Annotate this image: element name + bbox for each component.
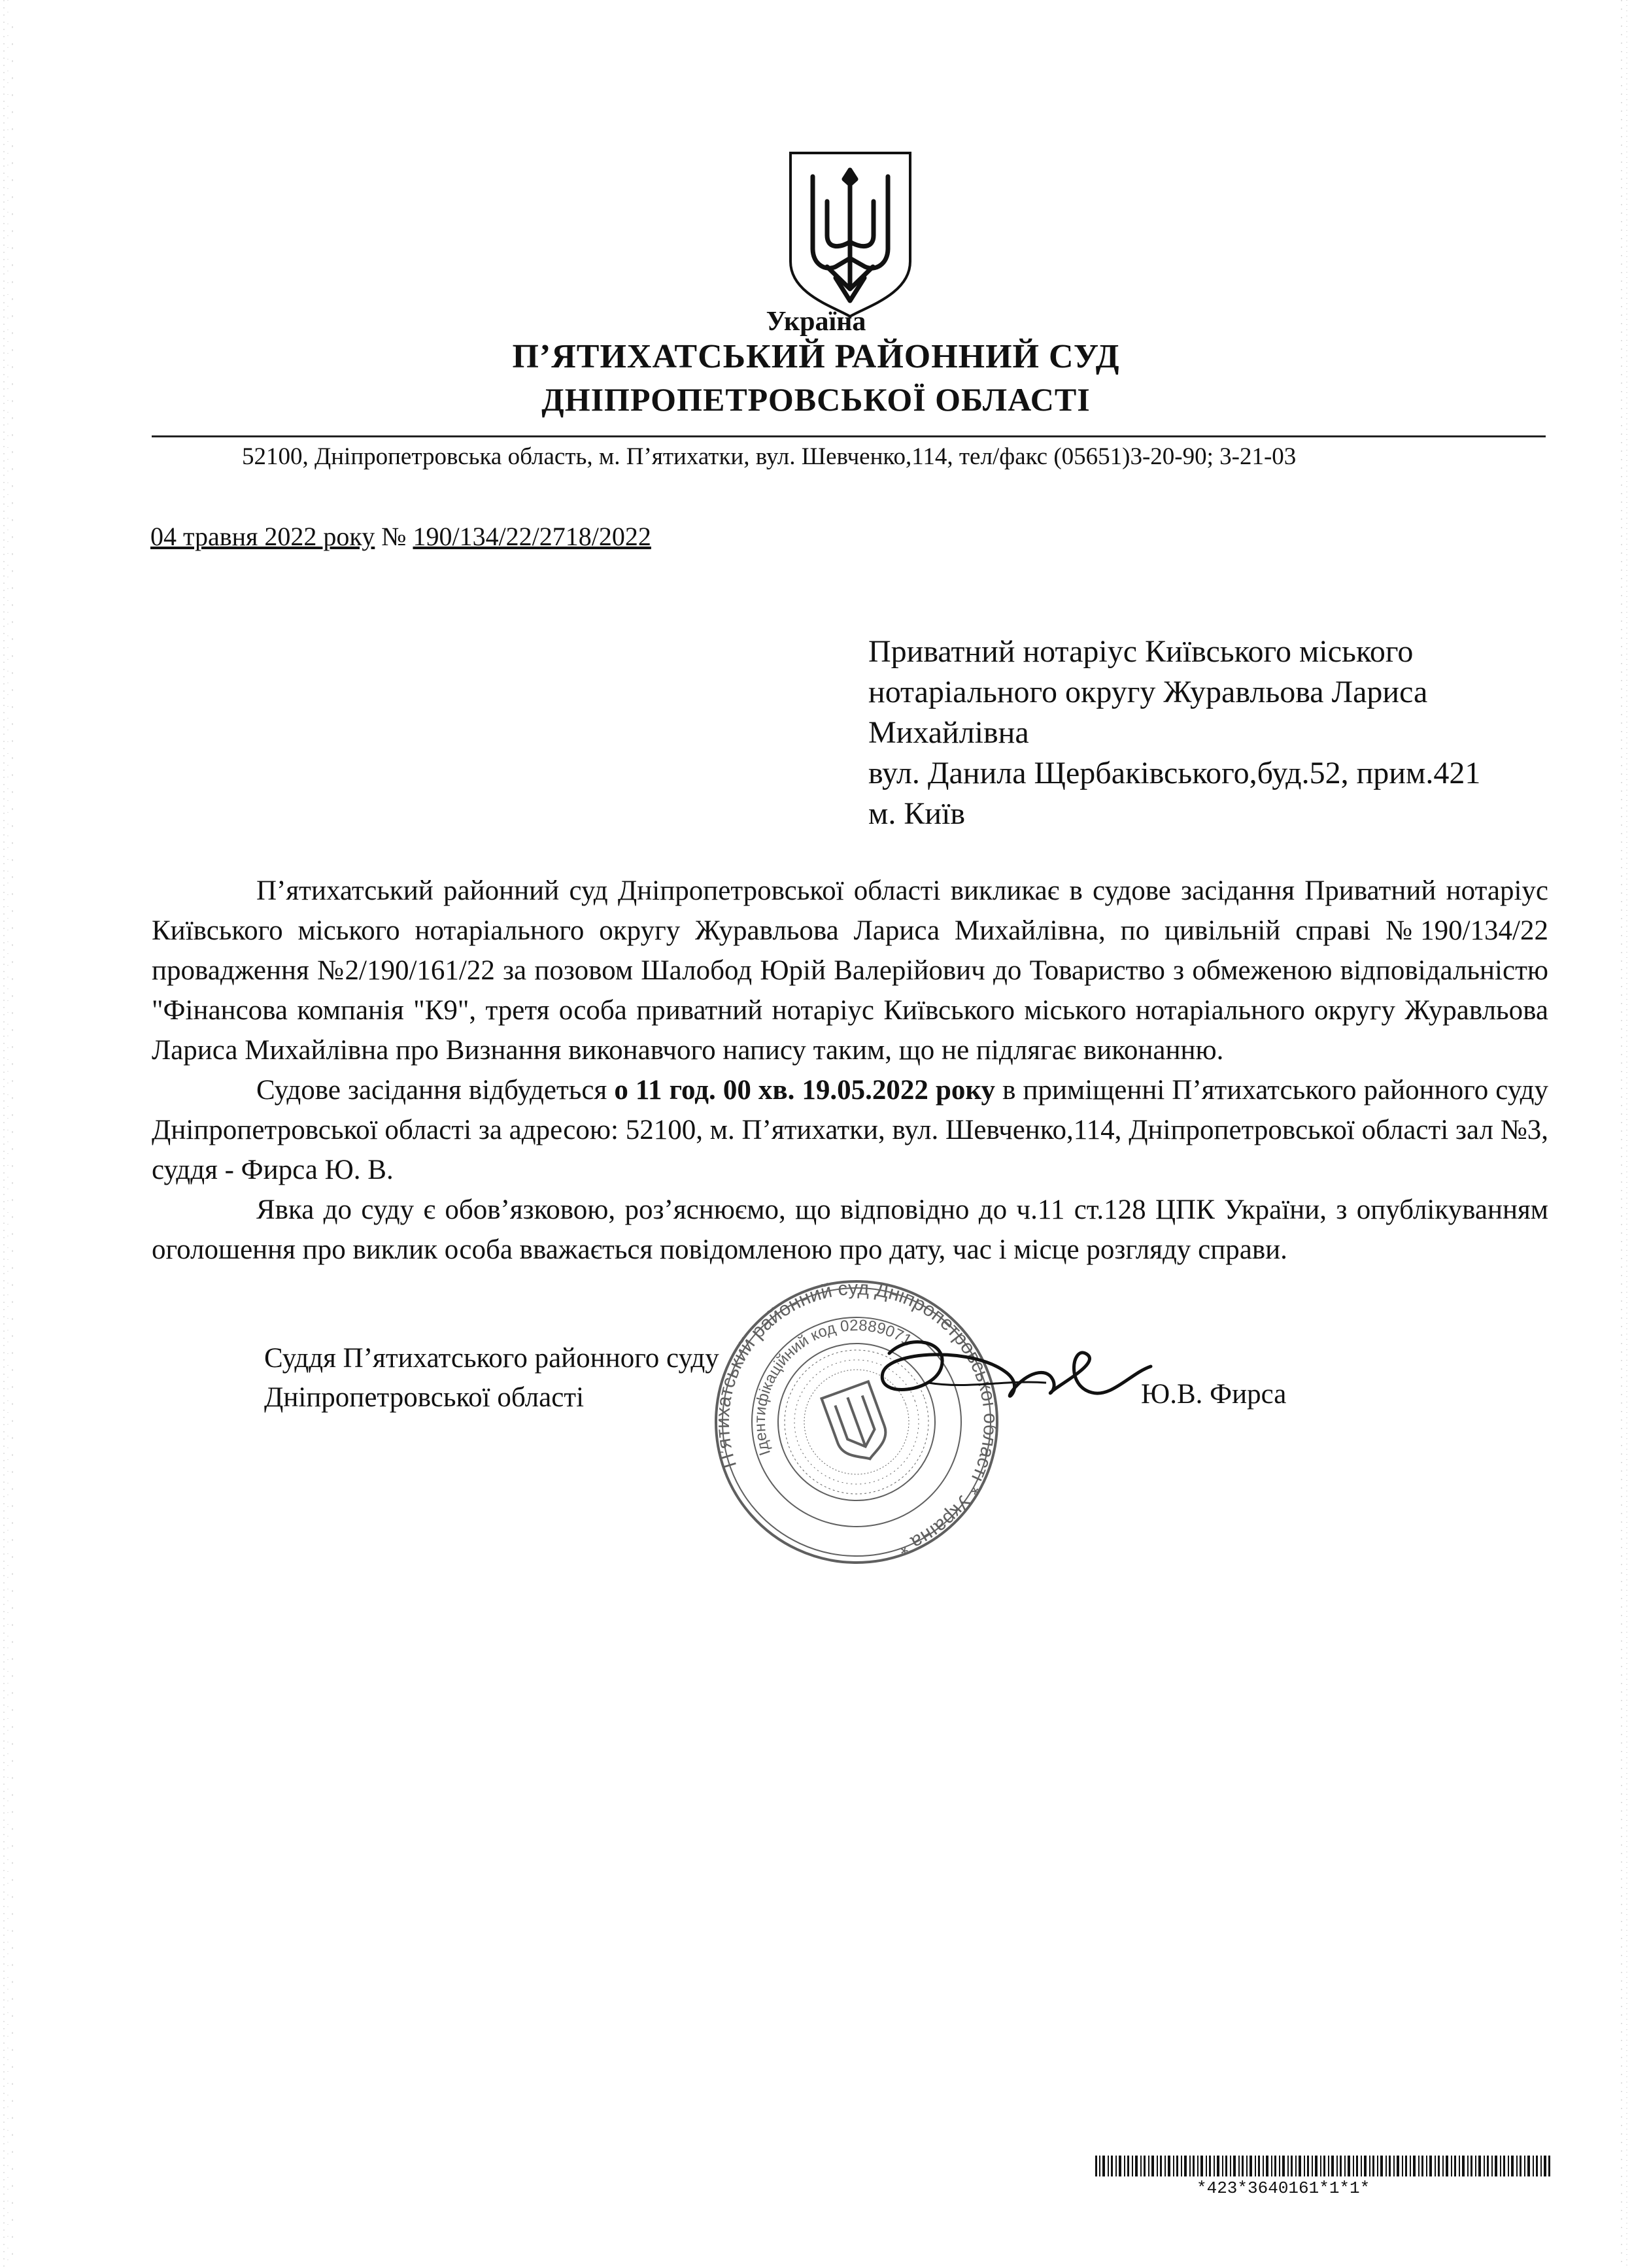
- number-sign: №: [381, 522, 407, 551]
- hearing-text-start: Судове засідання відбудеться: [256, 1075, 615, 1106]
- hearing-datetime: о 11 год. 00 хв. 19.05.2022 року: [614, 1075, 996, 1106]
- document-barcode: [1095, 2156, 1551, 2176]
- hearing-text-end: в приміщенні П’ятихатського районного суду Дніпропетровської області за адресою: 52100, м. П’ятихатки, вул. Шевченко,114, Дніпропетровської області зал №3, суддя - Фирса Ю. В.: [152, 1075, 1548, 1185]
- signatory-title-line: Суддя П’ятихатського районного суду: [264, 1343, 719, 1374]
- tryzub-coat-of-arms-icon: [787, 150, 914, 319]
- stamp-inner-text: Ідентифікаційний код 02889071: [751, 1316, 915, 1458]
- stamp-outer-text: П’ятихатський районний суд Дніпропетровської області * Україна *: [711, 1277, 1002, 1559]
- country-heading: Україна: [766, 307, 866, 337]
- letter-number: 190/134/22/2718/2022: [413, 522, 651, 551]
- summons-paragraph: П’ятихатський районний суд Дніпропетровської області викликає в судове засідання Приватний нотаріус Київського міського нотаріального округу Журавльова Лариса Михайлівна, по цивільній справі №190/134/22 провадження №2/190/161/22 за позовом Шалобод Юрій Валерійович до Товариство з обмеженою відповідальністю "Фінансова компанія "К9", третя особа приватний нотаріус Київського міського нотаріального округу Журавльова Лариса Михайлівна про Визнання виконавчого напису таким, що не підлягає виконанню.: [152, 875, 1548, 1066]
- letter-date: 04 травня 2022 року: [150, 522, 375, 551]
- recipient-line: Михайлівна: [868, 715, 1029, 750]
- signatory-title-line: Дніпропетровської області: [264, 1382, 585, 1413]
- hearing-paragraph: [152, 1070, 1548, 1190]
- recipient-block: [868, 632, 1555, 834]
- recipient-line: вул. Данила Щербаківського,буд.52, прим.421: [868, 756, 1481, 790]
- court-name-heading: П’ЯТИХАТСЬКИЙ РАЙОННИЙ СУД: [512, 338, 1120, 375]
- handwritten-signature: [850, 1327, 1157, 1451]
- letter-body: [152, 871, 1548, 1270]
- court-region-heading: ДНІПРОПЕТРОВСЬКОЇ ОБЛАСТІ: [541, 381, 1091, 418]
- header-divider: [152, 435, 1546, 437]
- court-address: 52100, Дніпропетровська область, м. П’ятихатки, вул. Шевченко,114, тел/факс (05651)3-20-90; 3-21-03: [242, 443, 1297, 470]
- recipient-line: м. Київ: [868, 796, 966, 831]
- recipient-line: нотаріального округу Журавльова Лариса: [868, 675, 1428, 709]
- barcode-caption: *423*3640161*1*1*: [1197, 2178, 1370, 2198]
- reference-line: [150, 521, 651, 552]
- recipient-line: Приватний нотаріус Київського міського: [868, 634, 1414, 669]
- attendance-paragraph: Явка до суду є обов’язковою, роз’яснюємо, що відповідно до ч.11 ст.128 ЦПК України, з опублікуванням оголошення про виклик особа вважається повідомленою про дату, час і місце розгляду справи.: [152, 1194, 1548, 1265]
- signatory-title: [264, 1339, 719, 1417]
- signatory-name: Ю.В. Фирса: [1141, 1379, 1287, 1410]
